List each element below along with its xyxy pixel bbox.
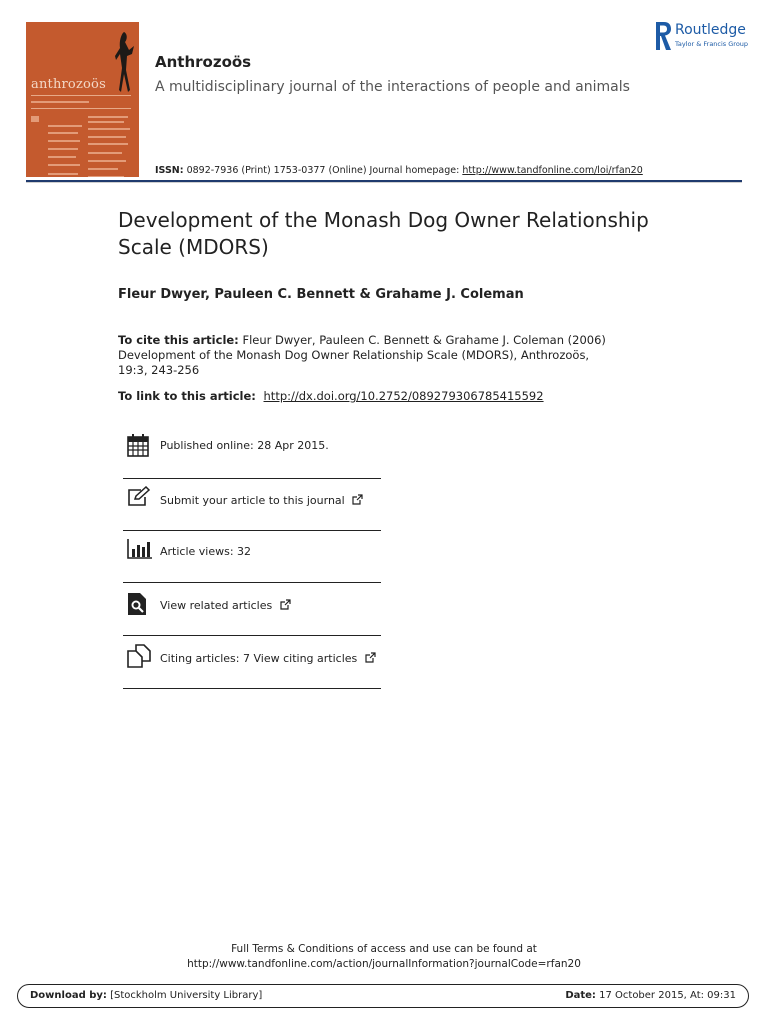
bar-chart-icon (127, 539, 153, 559)
cover-text-line (88, 136, 126, 138)
info-divider (123, 582, 381, 583)
download-label: Download by: (30, 990, 107, 1001)
external-link-icon (365, 652, 376, 663)
citation-block (118, 333, 618, 378)
download-by (30, 990, 262, 1001)
link-label: To link to this article: (118, 389, 256, 403)
publisher-name: Routledge (675, 22, 746, 38)
download-date (565, 990, 736, 1001)
info-divider (123, 478, 381, 479)
info-divider (123, 688, 381, 689)
cover-text-line (88, 121, 124, 123)
published-online-text: Published online: 28 Apr 2015. (160, 439, 329, 452)
copy-icon (127, 644, 151, 668)
search-document-icon (127, 592, 147, 616)
info-divider (123, 635, 381, 636)
related-articles-text: View related articles (160, 599, 273, 612)
download-value: [Stockholm University Library] (110, 990, 263, 1001)
cover-divider (31, 95, 131, 96)
cover-text-line (31, 116, 39, 122)
cover-text-line (88, 143, 128, 145)
calendar-icon (127, 434, 149, 457)
cover-text-line (48, 140, 80, 142)
cover-text-line (88, 116, 128, 118)
cite-text: Fleur Dwyer, Pauleen C. Bennett & Grahame J. Coleman (2006) Development of the Monash Dog Owner Relationship Scale (MDORS), Anthrozoös, 19:3, 243-256 (118, 333, 606, 377)
article-title: Development of the Monash Dog Owner Relationship Scale (MDORS) (118, 208, 649, 259)
citing-articles-link[interactable] (160, 652, 376, 665)
edit-icon (127, 486, 151, 506)
issn-label: ISSN: (155, 165, 184, 176)
date-label: Date: (565, 990, 596, 1001)
article-views-row (123, 538, 381, 564)
cover-text-line (48, 164, 80, 166)
publisher-group: Taylor & Francis Group (675, 40, 749, 48)
info-divider (123, 530, 381, 531)
terms-url[interactable]: http://www.tandfonline.com/action/journalInformation?journalCode=rfan20 (187, 958, 581, 970)
citing-articles-text: Citing articles: 7 View citing articles (160, 652, 358, 665)
cover-text-line (31, 101, 89, 103)
journal-name: Anthrozoös (155, 53, 252, 71)
date-value: 17 October 2015, At: 09:31 (599, 990, 736, 1001)
journal-cover-image (26, 22, 139, 177)
published-online-row (123, 434, 381, 460)
related-articles-row[interactable] (123, 592, 381, 620)
cover-text-line (88, 176, 124, 177)
header-rule-shadow (26, 182, 742, 183)
cover-text-line (48, 132, 78, 134)
cover-text-line (88, 128, 130, 130)
doi-link[interactable]: http://dx.doi.org/10.2752/089279306785415592 (263, 389, 544, 403)
cover-text-line (48, 125, 82, 127)
cover-text-line (48, 173, 78, 175)
cover-text-line (88, 152, 122, 154)
routledge-r-icon (655, 22, 671, 50)
journal-homepage-link[interactable]: http://www.tandfonline.com/loi/rfan20 (462, 165, 643, 176)
issn-line (155, 165, 643, 176)
cover-figure-illustration (114, 30, 136, 110)
issn-value: 0892-7936 (Print) 1753-0377 (Online) Journal homepage: (186, 165, 460, 176)
citing-articles-row[interactable] (123, 644, 381, 672)
cover-text-line (48, 148, 78, 150)
cover-divider (31, 108, 131, 109)
external-link-icon (352, 494, 363, 505)
external-link-icon (280, 599, 291, 610)
cite-label: To cite this article: (118, 333, 239, 347)
cover-text-line (88, 168, 118, 170)
cover-text-line (88, 160, 126, 162)
journal-subtitle: A multidisciplinary journal of the interactions of people and animals (155, 79, 630, 95)
article-link-block (118, 389, 544, 403)
article-views-text: Article views: 32 (160, 545, 252, 558)
cover-title: anthrozoös (31, 77, 106, 92)
terms-line: Full Terms & Conditions of access and use can be found at (231, 943, 537, 955)
cover-text-line (48, 156, 76, 158)
submit-article-text: Submit your article to this journal (160, 494, 345, 507)
submit-article-link[interactable] (160, 494, 363, 507)
terms-notice (0, 942, 768, 972)
article-authors: Fleur Dwyer, Pauleen C. Bennett & Grahame J. Coleman (118, 287, 524, 302)
download-info-bar (17, 984, 749, 1008)
submit-article-row[interactable] (123, 486, 381, 514)
related-articles-link[interactable] (160, 599, 291, 612)
